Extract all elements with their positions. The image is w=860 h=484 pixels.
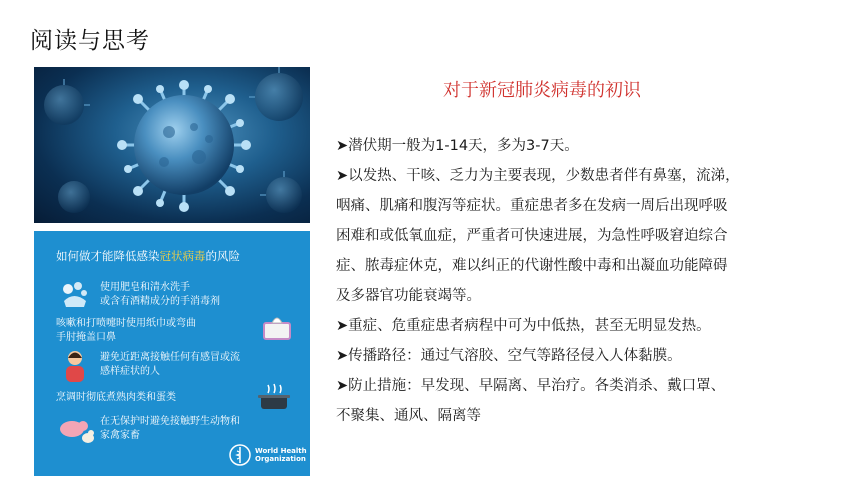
tip-2-line2: 手肘掩盖口鼻 (56, 332, 116, 343)
sick-person-icon (60, 349, 90, 383)
body-line: ➤潜伏期一般为1-14天，多为3-7天。 (336, 138, 579, 154)
tip-1 (100, 281, 220, 309)
tip-1-line2: 或含有酒精成分的手消毒剂 (100, 296, 220, 307)
body-line: 困难和或低氧血症，严重者可快速进展，为急性呼吸窘迫综合 (336, 228, 728, 244)
tip-4-line1: 烹调时彻底煮熟肉类和蛋类 (56, 392, 176, 403)
virus-illustration (34, 67, 310, 223)
tip-2-line1: 咳嗽和打喷嚏时使用纸巾或弯曲 (56, 318, 196, 329)
who-wordmark (255, 447, 307, 463)
tip-3-line2: 感样症状的人 (100, 366, 160, 377)
who-emblem-icon (229, 444, 251, 466)
poster-title (56, 248, 240, 264)
who-logo (229, 444, 307, 466)
poster-title-suffix: 的风险 (205, 249, 240, 263)
article-body (336, 131, 836, 431)
body-line: ➤防止措施：早发现、早隔离、早治疗。各类消杀、戴口罩、 (336, 378, 726, 394)
tip-3-line1: 避免近距离接触任何有感冒或流 (100, 352, 240, 363)
body-line: 咽痛、肌痛和腹泻等症状。重症患者多在发病一周后出现呼吸 (336, 198, 728, 214)
tip-5-line2: 家禽家畜 (100, 430, 140, 441)
tip-1-line1: 使用肥皂和清水洗手 (100, 282, 190, 293)
body-line: ➤以发热、干咳、乏力为主要表现，少数患者伴有鼻塞，流涕， (336, 168, 740, 184)
who-line1: World Health (255, 447, 307, 455)
tip-4 (56, 391, 176, 405)
body-line: 及多器官功能衰竭等。 (336, 288, 481, 304)
article-title: 对于新冠肺炎病毒的初识 (443, 80, 641, 101)
tissue-box-icon (260, 311, 294, 341)
poster-title-prefix: 如何做才能降低感染 (56, 249, 160, 263)
body-line: ➤传播路径：通过气溶胶、空气等路径侵入人体黏膜。 (336, 348, 682, 364)
farm-animals-icon (56, 413, 96, 445)
body-line: ➤重症、危重症患者病程中可为中低热，甚至无明显发热。 (336, 318, 711, 334)
page-heading: 阅读与思考 (30, 28, 150, 54)
tip-5-line1: 在无保护时避免接触野生动物和 (100, 416, 240, 427)
handwash-icon (58, 279, 92, 309)
cooking-pot-icon (256, 381, 292, 413)
virus-image (34, 67, 310, 223)
tip-2 (56, 317, 196, 345)
tip-5 (100, 415, 240, 443)
who-line2: Organization (255, 455, 306, 463)
body-line: 不聚集、通风、隔离等 (336, 408, 481, 424)
body-line: 症、脓毒症休克，难以纠正的代谢性酸中毒和出凝血功能障碍 (336, 258, 728, 274)
poster-title-highlight: 冠状病毒 (159, 249, 206, 263)
tip-3 (100, 351, 240, 379)
prevention-poster (34, 231, 310, 476)
